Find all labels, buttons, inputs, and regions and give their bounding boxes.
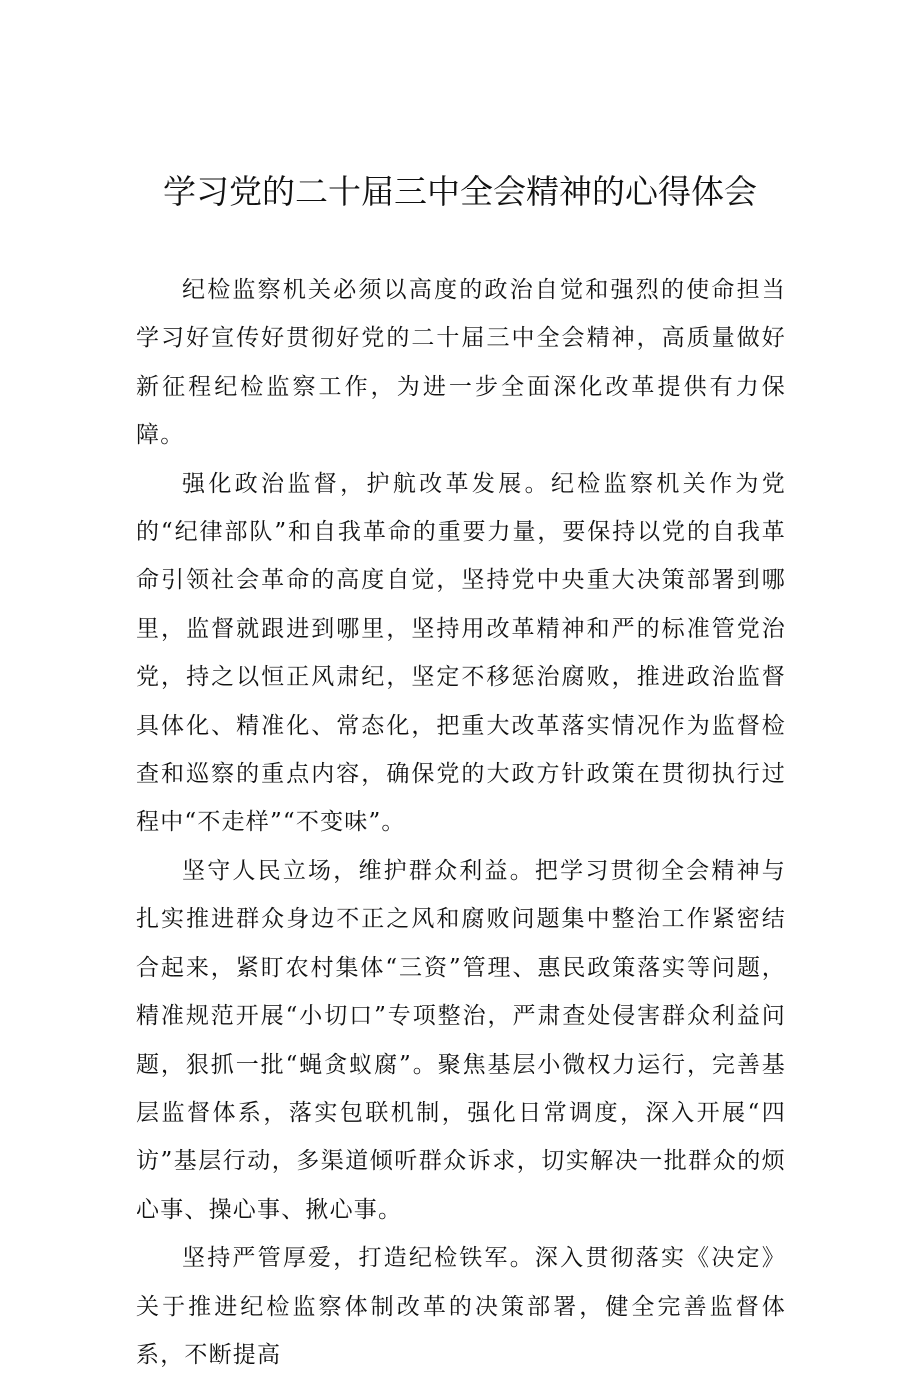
paragraph-people-stance: 坚守人民立场，维护群众利益。把学习贯彻全会精神与扎实推进群众身边不正之风和腐败问题集中整治工作紧密结合起来，紧盯农村集体“三资”管理、惠民政策落实等问题，精准规范开展“小切口”专项整治，严肃查处侵害群众利益问题，狠抓一批“蝇贪蚁腐”。聚焦基层小微权力运行，完善基层监督体系，落实包联机制，强化日常调度，深入开展“四访”基层行动，多渠道倾听群众诉求，切实解决一批群众的烦心事、操心事、揪心事。 xyxy=(136,857,786,1223)
paragraph-intro: 纪检监察机关必须以高度的政治自觉和强烈的使命担当学习好宣传好贯彻好党的二十届三中全会精神，高质量做好新征程纪检监察工作，为进一步全面深化改革提供有力保障。 xyxy=(136,277,786,449)
paragraph-political-supervision: 强化政治监督，护航改革发展。纪检监察机关作为党的“纪律部队”和自我革命的重要力量，要保持以党的自我革命引领社会革命的高度自觉，坚持党中央重大决策部署到哪里，监督就跟进到哪里，坚持用改革精神和严的标准管党治党，持之以恒正风肃纪，坚定不移惩治腐败，推进政治监督具体化、精准化、常态化，把重大改革落实情况作为监督检查和巡察的重点内容，确保党的大政方针政策在贯彻执行过程中“不走样”“不变味”。 xyxy=(136,470,786,836)
document-title: 学习党的二十届三中全会精神的心得体会 xyxy=(163,172,757,211)
document-body xyxy=(136,266,786,1379)
paragraph-strict-management: 坚持严管厚爱，打造纪检铁军。深入贯彻落实《决定》关于推进纪检监察体制改革的决策部署，健全完善监督体系，不断提高 xyxy=(136,1245,786,1368)
